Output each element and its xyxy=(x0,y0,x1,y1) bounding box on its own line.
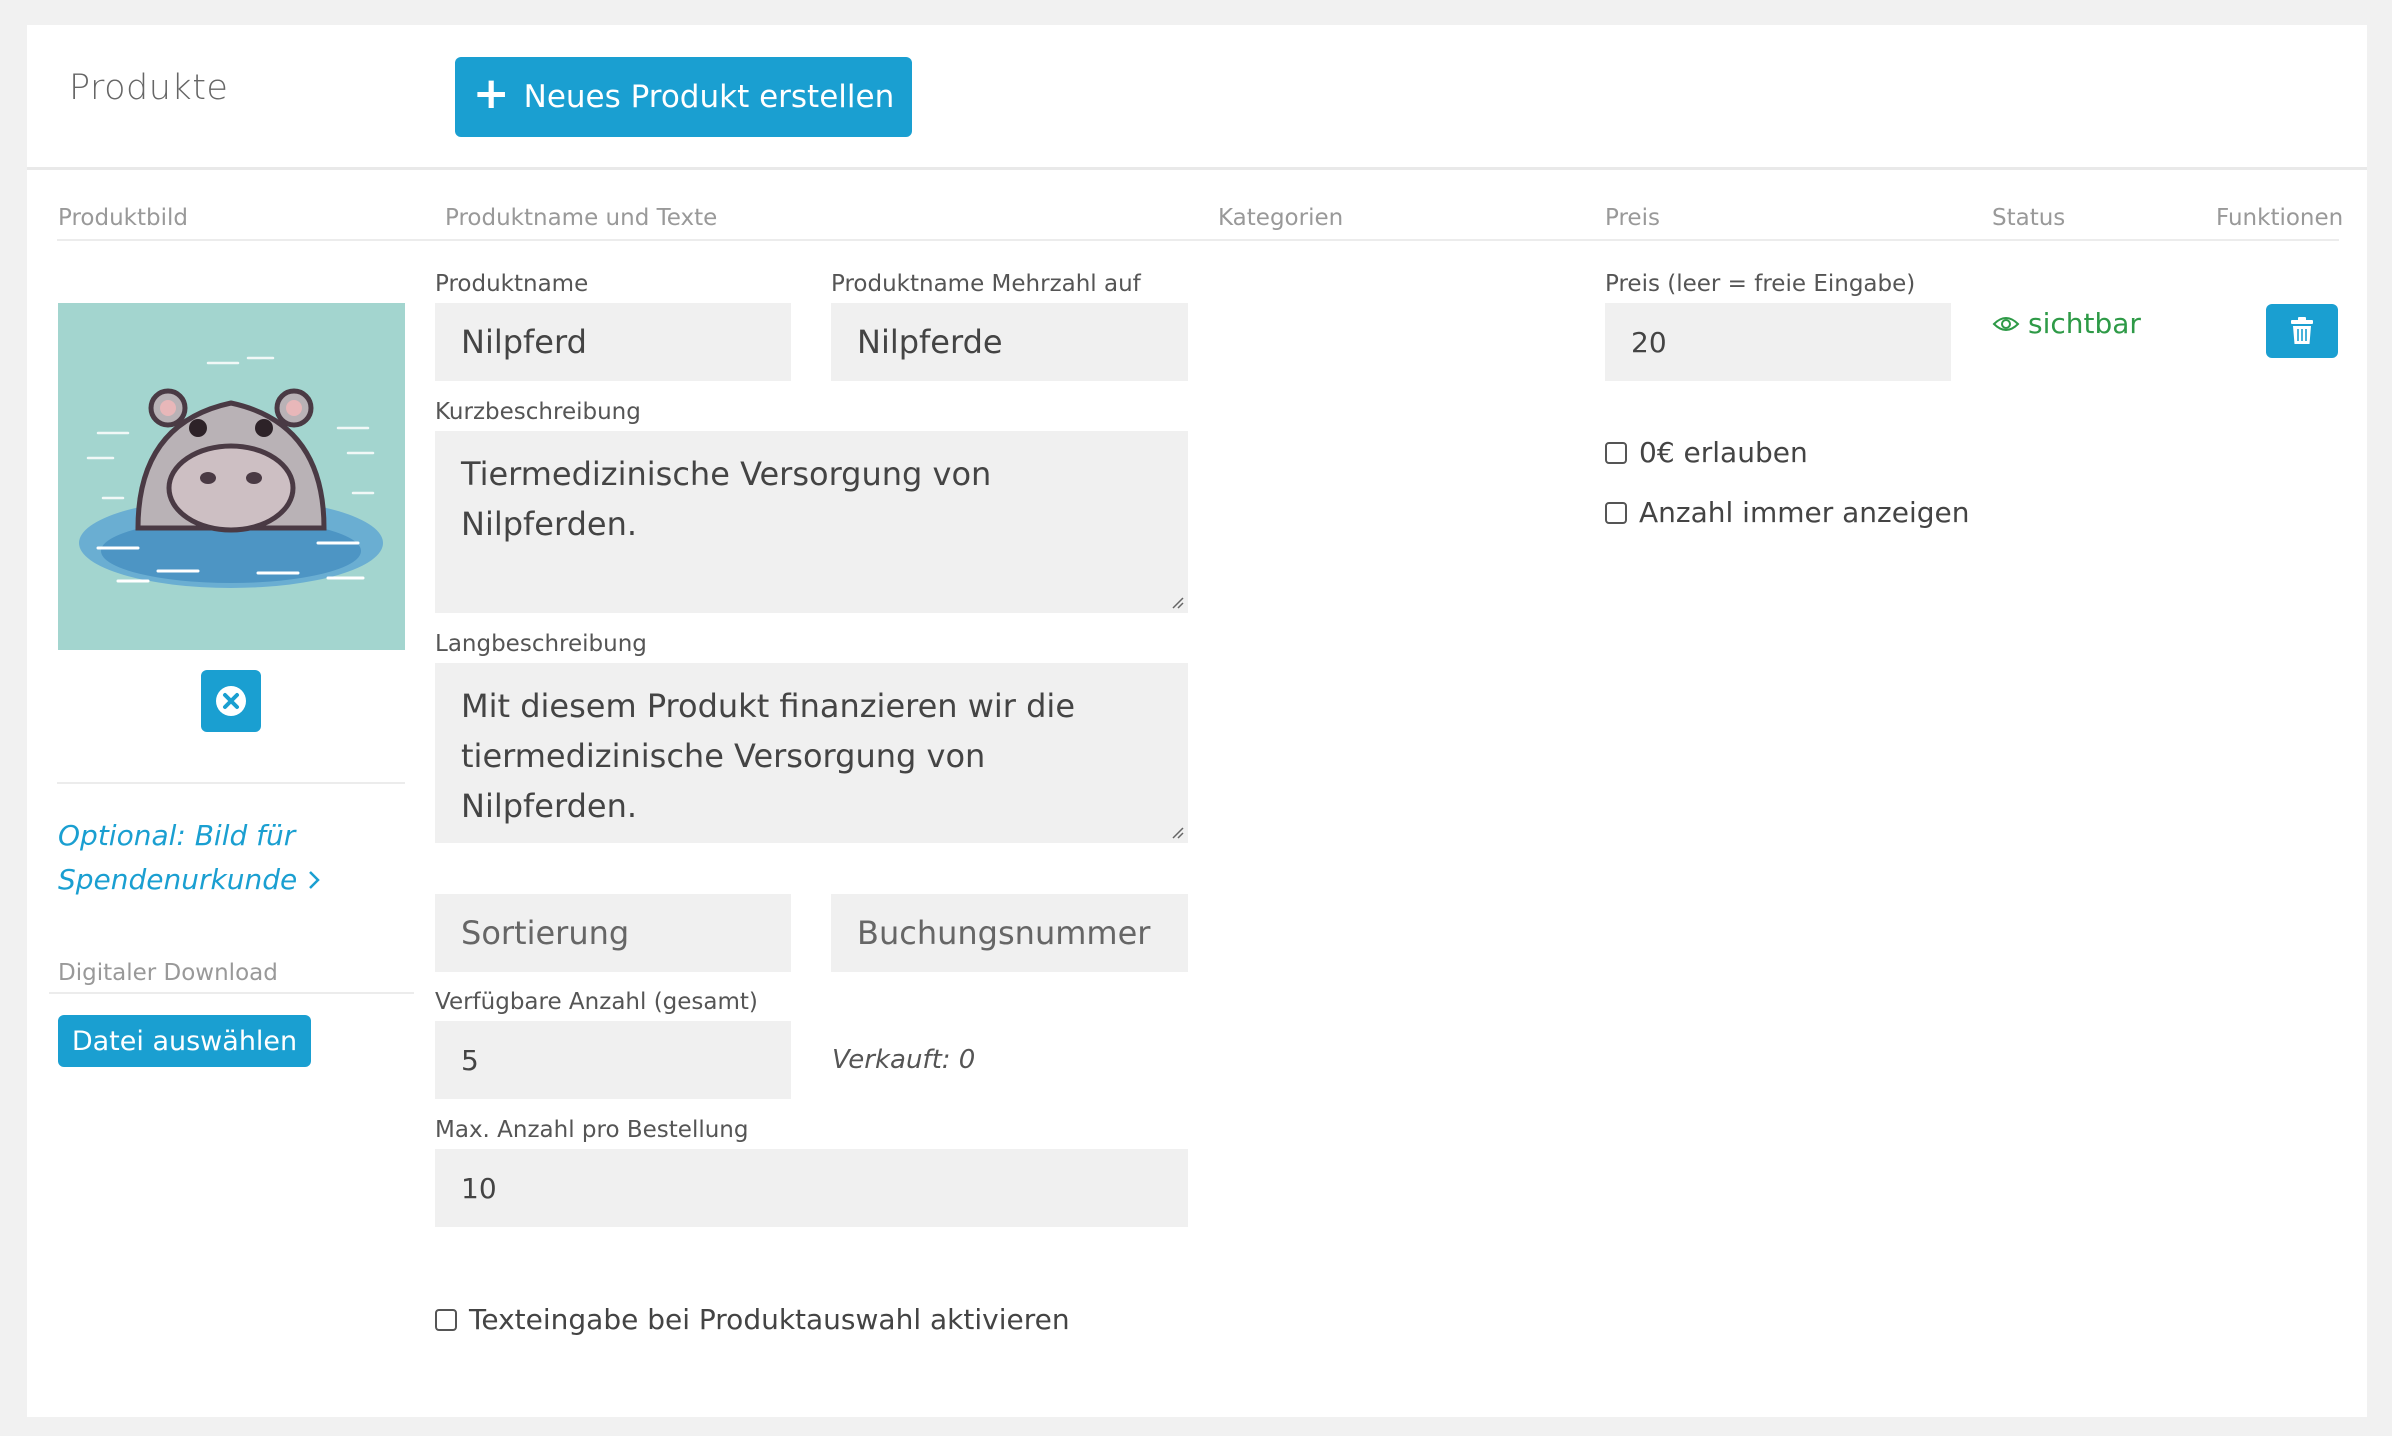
col-header-status: Status xyxy=(1992,205,2066,231)
text-input-checkbox-label: Texteingabe bei Produktauswahl aktivieren xyxy=(469,1303,1070,1336)
price-input[interactable]: 20 xyxy=(1605,303,1951,381)
long-description-label: Langbeschreibung xyxy=(435,631,647,657)
new-product-button[interactable] xyxy=(455,57,912,137)
always-show-quantity-option[interactable] xyxy=(1605,496,1970,529)
certificate-link-line2: Spendenurkunde xyxy=(58,863,298,896)
price-label: Preis (leer = freie Eingabe) xyxy=(1605,271,1916,297)
plural-name-label: Produktname Mehrzahl auf xyxy=(831,271,1141,297)
new-product-label: Neues Produkt erstellen xyxy=(523,79,895,115)
col-header-functions: Funktionen xyxy=(2216,205,2344,231)
max-per-order-input[interactable]: 10 xyxy=(435,1149,1188,1227)
trash-icon xyxy=(2290,317,2314,345)
resize-grip-icon[interactable] xyxy=(1170,825,1184,839)
short-description-textarea[interactable] xyxy=(435,431,1188,613)
short-description-label: Kurzbeschreibung xyxy=(435,399,641,425)
product-name-input[interactable]: Nilpferd xyxy=(435,303,791,381)
resize-grip-icon[interactable] xyxy=(1170,595,1184,609)
available-quantity-label: Verfügbare Anzahl (gesamt) xyxy=(435,989,758,1015)
sort-input[interactable]: Sortierung xyxy=(435,894,791,972)
available-quantity-input[interactable]: 5 xyxy=(435,1021,791,1099)
chevron-right-icon xyxy=(307,869,321,891)
visibility-status-text: sichtbar xyxy=(2028,307,2141,340)
product-image xyxy=(58,303,405,650)
header-divider xyxy=(27,167,2367,170)
text-input-option[interactable] xyxy=(435,1303,1070,1336)
remove-image-button[interactable] xyxy=(201,670,261,732)
always-show-quantity-label: Anzahl immer anzeigen xyxy=(1639,496,1970,529)
col-header-image: Produktbild xyxy=(58,205,188,231)
max-per-order-label: Max. Anzahl pro Bestellung xyxy=(435,1117,749,1143)
close-circle-icon xyxy=(214,684,248,718)
content-card xyxy=(27,25,2367,1417)
long-description-textarea[interactable] xyxy=(435,663,1188,843)
always-show-quantity-checkbox[interactable] xyxy=(1605,502,1627,524)
visibility-status[interactable] xyxy=(1992,307,2141,340)
eye-icon xyxy=(1992,314,2020,334)
choose-file-button[interactable]: Datei auswählen xyxy=(58,1015,311,1067)
certificate-image-link[interactable] xyxy=(58,814,321,902)
product-name-label: Produktname xyxy=(435,271,589,297)
col-header-categories: Kategorien xyxy=(1218,205,1344,231)
long-description-line1: Mit diesem Produkt finanzieren wir die xyxy=(461,687,1075,725)
booking-number-input[interactable]: Buchungsnummer xyxy=(831,894,1188,972)
short-description-text: Tiermedizinische Versorgung von Nilpferden. xyxy=(461,455,992,543)
hippo-illustration xyxy=(58,303,405,650)
page-title: Produkte xyxy=(69,68,229,108)
column-header-divider xyxy=(57,239,2339,241)
allow-zero-checkbox[interactable] xyxy=(1605,442,1627,464)
digital-download-label: Digitaler Download xyxy=(58,960,278,986)
delete-product-button[interactable] xyxy=(2266,304,2338,358)
allow-zero-option[interactable] xyxy=(1605,436,1808,469)
col-header-name: Produktname und Texte xyxy=(445,205,718,231)
long-description-line2: tiermedizinische Versorgung von Nilpferden. xyxy=(461,737,986,825)
text-input-checkbox[interactable] xyxy=(435,1309,457,1331)
image-divider xyxy=(57,782,405,784)
col-header-price: Preis xyxy=(1605,205,1660,231)
plus-icon: + xyxy=(472,68,510,119)
digital-divider xyxy=(49,992,414,994)
allow-zero-label: 0€ erlauben xyxy=(1639,436,1808,469)
plural-name-input[interactable]: Nilpferde xyxy=(831,303,1188,381)
sold-count: Verkauft: 0 xyxy=(832,1045,976,1075)
certificate-link-line1: Optional: Bild für xyxy=(58,819,296,852)
